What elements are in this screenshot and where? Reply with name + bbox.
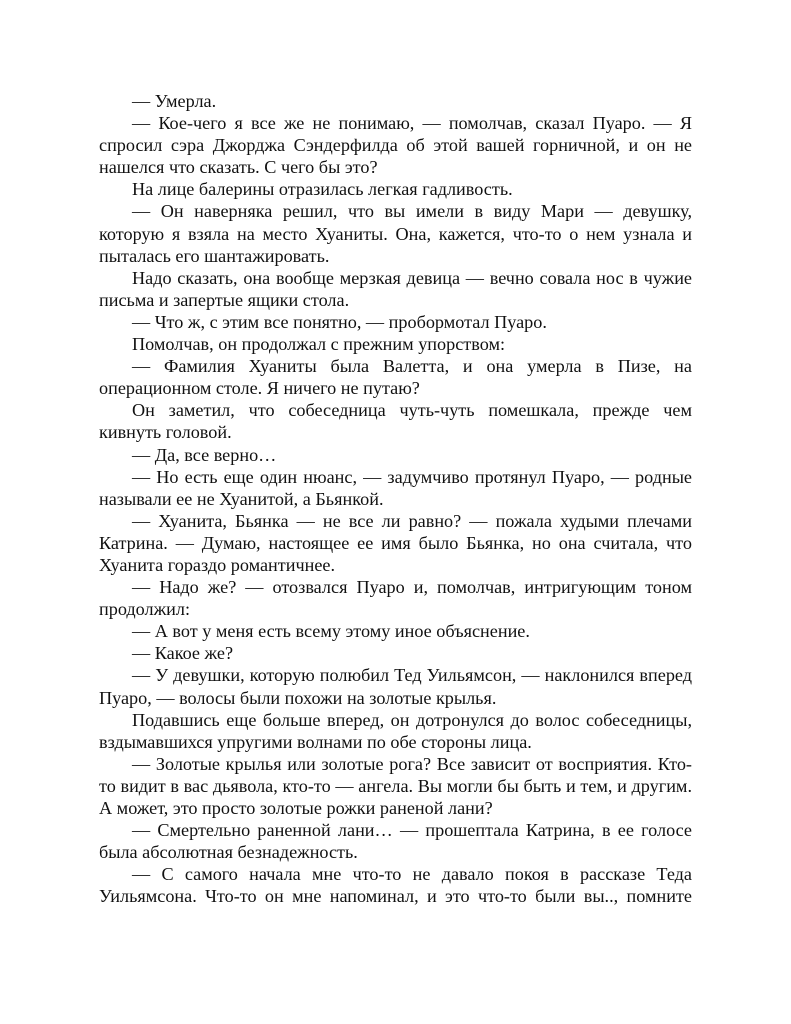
paragraph-7: Помолчав, он продолжал с прежним упорством: [132, 334, 506, 355]
paragraph-5: Надо сказать, она вообще мерзкая девица — вечно совала нос в чужие письма и запертые ящики стола. [99, 267, 692, 310]
paragraph-16: — У девушки, которую полюбил Тед Уильямсон, — наклонился вперед Пуаро, — волосы были похожи на золотые крылья. [99, 665, 692, 708]
paragraph-6: — Что ж, с этим все понятно, — пробормотал Пуаро. [132, 311, 547, 332]
paragraph-18: — Золотые крылья или золотые рога? Все зависит от восприятия. Кто-то видит в вас дьявола, кто-то — ангела. Вы могли бы быть и тем, и другим. А может, это просто золотые рожки раненой лани? [99, 753, 692, 818]
paragraph-17: Подавшись еще больше вперед, он дотронулся до волос собеседницы, вздымавшихся упругими волнами по обе стороны лица. [99, 709, 692, 752]
paragraph-3: На лице балерины отразилась легкая гадливость. [132, 179, 513, 200]
paragraph-1: — Умерла. [132, 91, 217, 111]
paragraph-12: — Хуанита, Бьянка — не все ли равно? — пожала худыми плечами Катрина. — Думаю, настоящее ее имя было Бьянка, но она считала, что Хуанита гораздо романтичнее. [99, 510, 692, 575]
paragraph-9: Он заметил, что собеседница чуть-чуть помешкала, прежде чем кивнуть головой. [99, 400, 692, 443]
paragraph-8: — Фамилия Хуаниты была Валетта, и она умерла в Пизе, на операционном столе. Я ничего не путаю? [99, 356, 692, 399]
paragraph-15: — Какое же? [132, 643, 234, 664]
paragraph-11: — Но есть еще один нюанс, — задумчиво протянул Пуаро, — родные называли ее не Хуанитой, а Бьянкой. [99, 466, 692, 509]
paragraph-13: — Надо же? — отозвался Пуаро и, помолчав, интригующим тоном продолжил: [99, 577, 692, 620]
paragraph-14: — А вот у меня есть всему этому иное объяснение. [132, 621, 530, 642]
paragraph-2: — Кое-чего я все же не понимаю, — помолчав, сказал Пуаро. — Я спросил сэра Джорджа Сэндерфилда об этой вашей горничной, и он не нашелся что сказать. С чего бы это? [99, 113, 692, 178]
page-text [99, 90, 692, 907]
paragraph-20: — С самого начала мне что-то не давало покоя в рассказе Теда Уильямсона. Что-то он мне напоминал, и это что-то были вы.., помните [99, 864, 692, 907]
paragraph-4: — Он наверняка решил, что вы имели в виду Мари — девушку, которую я взяла на место Хуаниты. Она, кажется, что-то о нем узнала и пыталась его шантажировать. [99, 201, 692, 266]
paragraph-19: — Смертельно раненной лани… — прошептала Катрина, в ее голосе была абсолютная безнадежность. [99, 820, 692, 863]
paragraph-10: — Да, все верно… [132, 444, 277, 465]
